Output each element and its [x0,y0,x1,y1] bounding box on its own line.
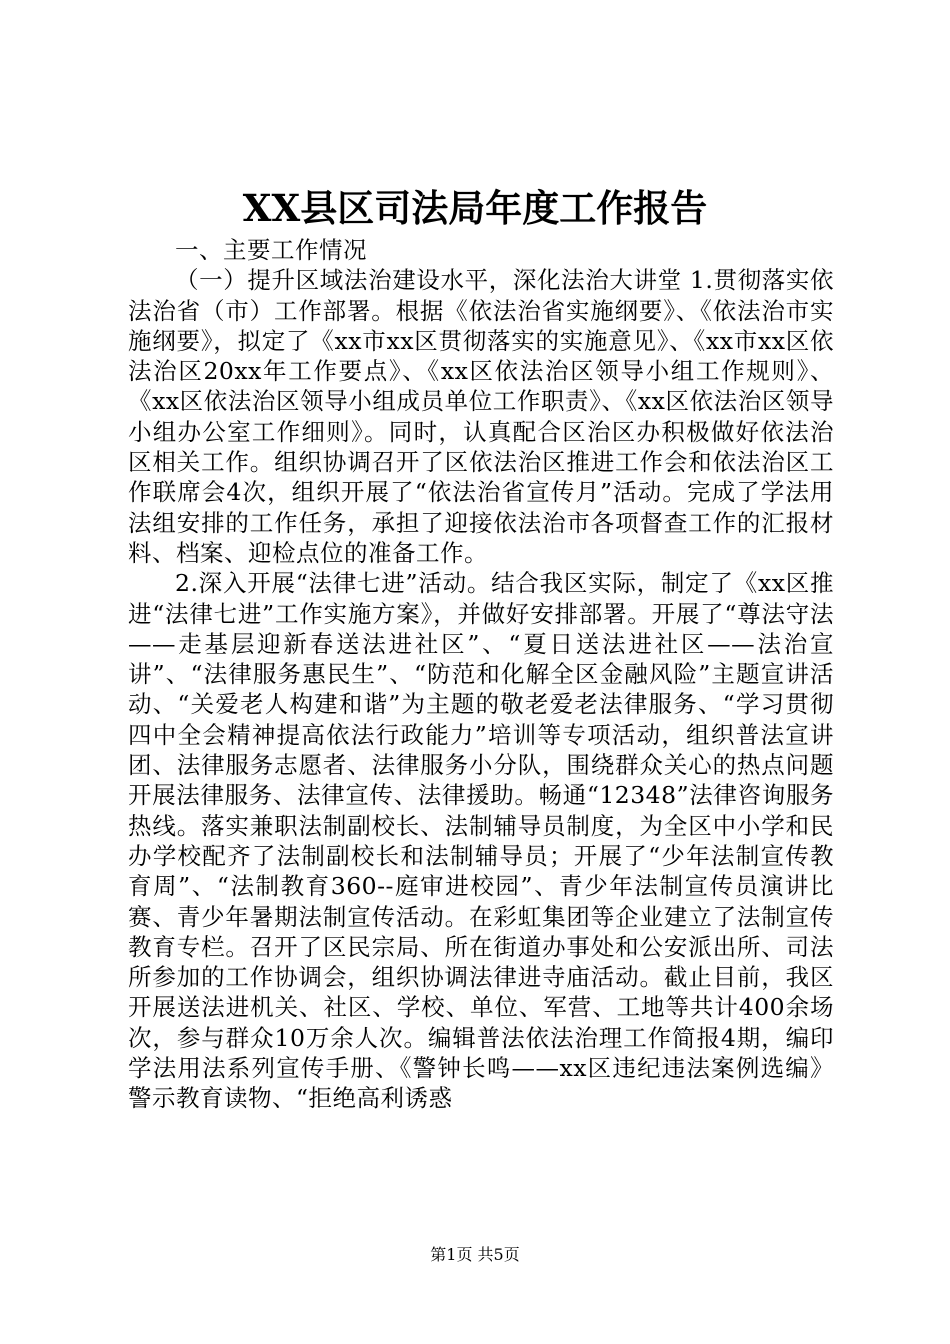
document-body [128,235,834,1114]
document-title: XX县区司法局年度工作报告 [242,186,708,230]
paragraph-2: 2.深入开展“法律七进”活动。结合我区实际，制定了《xx区推进“法律七进”工作实施方案》，并做好安排部署。开展了“尊法守法——走基层迎新春送法进社区”、“夏日送法进社区——法治宣讲”、“法律服务惠民生”、“防范和化解全区金融风险”主题宣讲活动、“关爱老人构建和谐”为主题的敬老爱老法律服务、“学习贯彻四中全会精神提高依法行政能力”培训等专项活动，组织普法宣讲团、法律服务志愿者、法律服务小分队，围绕群众关心的热点问题开展法律服务、法律宣传、法律援助。畅通“12348”法律咨询服务热线。落实兼职法制副校长、法制辅导员制度，为全区中小学和民办学校配齐了法制副校长和法制辅导员；开展了“少年法制宣传教育周”、“法制教育360--庭审进校园”、青少年法制宣传员演讲比赛、青少年暑期法制宣传活动。在彩虹集团等企业建立了法制宣传教育专栏。召开了区民宗局、所在街道办事处和公安派出所、司法所参加的工作协调会，组织协调法律进寺庙活动。截止目前，我区开展送法进机关、社区、学校、单位、军营、工地等共计400余场次，参与群众10万余人次。编辑普法依法治理工作简报4期，编印学法用法系列宣传手册、《警钟长鸣——xx区违纪违法案例选编》警示教育读物、“拒绝高利诱惑 [128,569,834,1113]
paragraph-1: （一）提升区域法治建设水平，深化法治大讲堂 1.贯彻落实依法治省（市）工作部署。根据《依法治省实施纲要》、《依法治市实施纲要》，拟定了《xx市xx区贯彻落实的实施意见》、《xx市xx区依法治区20xx年工作要点》、《xx区依法治区领导小组工作规则》、《xx区依法治区领导小组成员单位工作职责》、《xx区依法治区领导小组办公室工作细则》。同时，认真配合区治区办积极做好依法治区相关工作。组织协调召开了区依法治区推进工作会和依法治区工作联席会4次，组织开展了“依法治省宣传月”活动。完成了学法用法组安排的工作任务，承担了迎接依法治市各项督查工作的汇报材料、档案、迎检点位的准备工作。 [128,266,834,567]
section-heading: 一、主要工作情况 [175,236,367,264]
page-footer: 第1页 共5页 [430,1245,520,1264]
